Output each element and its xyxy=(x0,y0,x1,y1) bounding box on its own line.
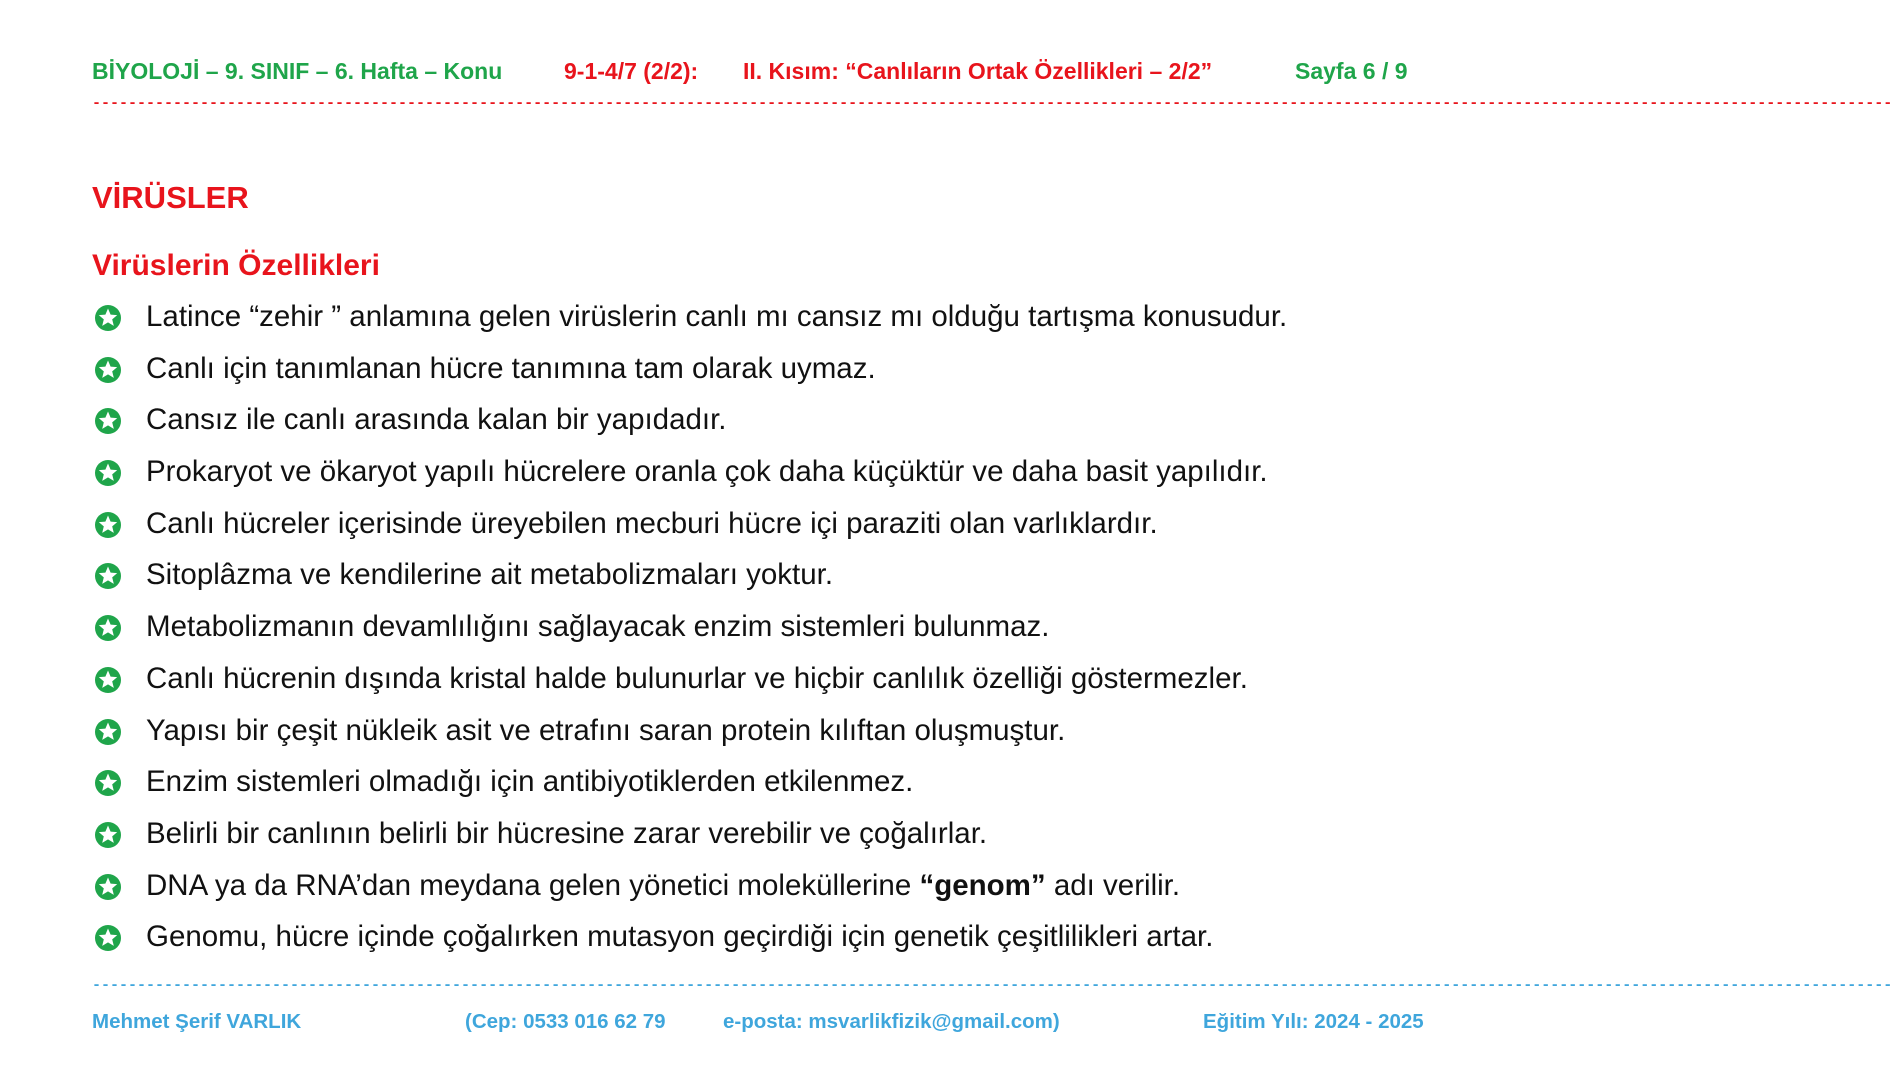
star-circle-icon xyxy=(94,562,122,590)
section-subtitle: Virüslerin Özellikleri xyxy=(92,249,380,282)
list-item-text: Metabolizmanın devamlılığını sağlayacak enzim sistemleri bulunmaz. xyxy=(146,610,1050,644)
star-circle-icon xyxy=(94,304,122,332)
list-item-text xyxy=(146,869,1180,903)
footer-author: Mehmet Şerif VARLIK xyxy=(92,1010,302,1033)
footer-school-year: Eğitim Yılı: 2024 - 2025 xyxy=(1203,1010,1424,1033)
footer-separator: -------------------------------------------------------------------------------------------------------------------------------------------------------------------------------------------------------- xyxy=(92,977,1892,994)
star-circle-icon xyxy=(94,356,122,384)
list-item-text: Belirli bir canlının belirli bir hücresine zarar verebilir ve çoğalırlar. xyxy=(146,816,988,850)
list-item-text: Latince “zehir ” anlamına gelen virüslerin canlı mı cansız mı olduğu tartışma konusudur. xyxy=(146,300,1288,333)
list-item-text: Genomu, hücre içinde çoğalırken mutasyon geçirdiği için genetik çeşitlilikleri artar. xyxy=(146,920,1214,954)
star-circle-icon xyxy=(94,407,122,435)
page-footer xyxy=(92,1010,1452,1038)
header-page-number: Sayfa 6 / 9 xyxy=(1295,58,1408,84)
footer-email: e-posta: msvarlikfizik@gmail.com) xyxy=(723,1010,1060,1033)
star-circle-icon xyxy=(94,873,122,901)
list-item-text: Cansız ile canlı arasında kalan bir yapıdadır. xyxy=(146,403,727,437)
star-circle-icon xyxy=(94,459,122,487)
star-circle-icon xyxy=(94,821,122,849)
star-circle-icon xyxy=(94,769,122,797)
star-circle-icon xyxy=(94,511,122,539)
header-separator: -------------------------------------------------------------------------------------------------------------------------------------------------------------------------------------------------------- xyxy=(92,95,1892,112)
page-header xyxy=(92,58,1452,88)
star-circle-icon xyxy=(94,614,122,642)
list-item-text: Yapısı bir çeşit nükleik asit ve etrafını saran protein kılıftan oluşmuştur. xyxy=(146,713,1066,747)
header-part-title: II. Kısım: “Canlıların Ortak Özellikleri – 2/2” xyxy=(743,58,1213,84)
header-subject: BİYOLOJİ – 9. SINIF – 6. Hafta – Konu xyxy=(92,58,503,84)
star-circle-icon xyxy=(94,718,122,746)
list-item-text: Sitoplâzma ve kendilerine ait metabolizmaları yoktur. xyxy=(146,558,834,592)
header-code: 9-1-4/7 (2/2): xyxy=(564,58,699,84)
genom-term: “genom” xyxy=(919,868,1046,902)
star-circle-icon xyxy=(94,924,122,952)
star-circle-icon xyxy=(94,666,122,694)
genom-text-before: DNA ya da RNA’dan meydana gelen yönetici moleküllerine xyxy=(146,868,920,902)
list-item-text: Canlı için tanımlanan hücre tanımına tam olarak uymaz. xyxy=(146,351,876,385)
list-item-text: Prokaryot ve ökaryot yapılı hücrelere oranla çok daha küçüktür ve daha basit yapılıdır. xyxy=(146,455,1268,489)
list-item-text: Canlı hücreler içerisinde üreyebilen mecburi hücre içi paraziti olan varlıklardır. xyxy=(146,506,1158,540)
list-item-text: Enzim sistemleri olmadığı için antibiyotiklerden etkilenmez. xyxy=(146,765,914,799)
footer-phone: (Cep: 0533 016 62 79 xyxy=(465,1010,666,1033)
genom-text-after: adı verilir. xyxy=(1045,868,1181,902)
list-item-text: Canlı hücrenin dışında kristal halde bulunurlar ve hiçbir canlılık özelliği göstermezler. xyxy=(146,661,1248,695)
page-title: VİRÜSLER xyxy=(92,180,249,215)
